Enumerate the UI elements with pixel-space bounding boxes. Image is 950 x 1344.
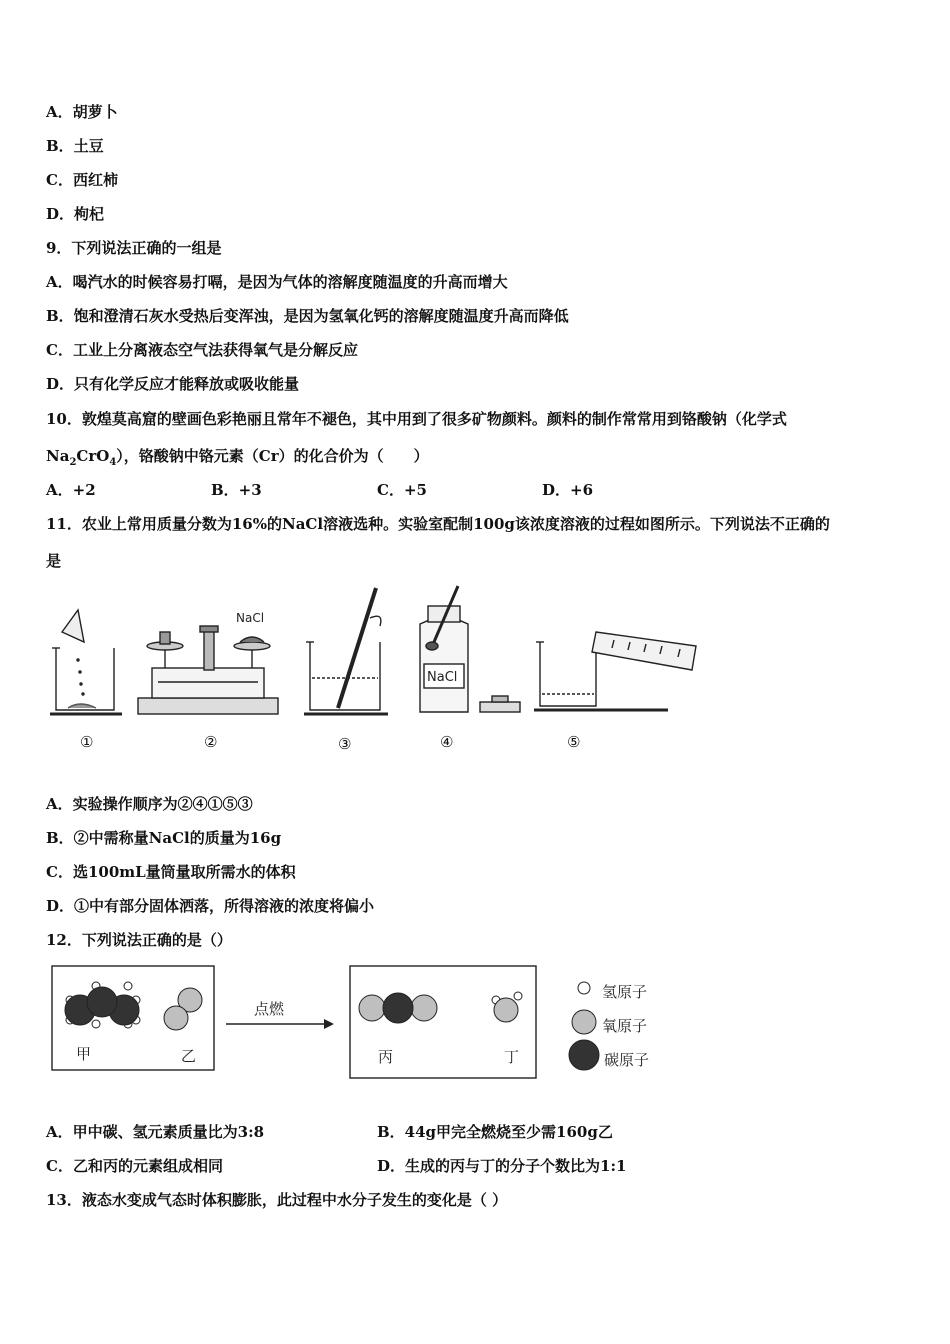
q10-stem-line1: 10．敦煌莫高窟的壁画色彩艳丽且常年不褪色，其中用到了很多矿物颜料。颜料的制作常常用到铬酸钠（化学式 xyxy=(46,410,787,428)
q10-stem-line2 xyxy=(46,446,429,473)
fig-label-2: ② xyxy=(204,733,218,751)
q13-stem: 13．液态水变成气态时体积膨胀，此过程中水分子发生的变化是（ ） xyxy=(46,1191,508,1209)
q8-option-b: B．土豆 xyxy=(46,137,104,155)
label-ignite: 点燃 xyxy=(254,1000,285,1018)
label-bing: 丙 xyxy=(378,1048,394,1066)
q8-option-d: D．枸杞 xyxy=(46,205,105,223)
q8-option-a: A．胡萝卜 xyxy=(46,103,118,121)
fig-label-1: ① xyxy=(80,733,94,751)
formula-na: Na xyxy=(46,447,70,465)
legend-oxygen-label: 氧原子 xyxy=(602,1017,648,1035)
q12-option-a: A．甲中碳、氢元素质量比为3:8 xyxy=(46,1123,265,1141)
formula-cro: CrO xyxy=(76,447,110,465)
q10-stem-tail: ），铬酸钠中铬元素（Cr）的化合价为（ ） xyxy=(116,447,429,465)
q10-option-c: C．+5 xyxy=(377,481,427,499)
balance-scale xyxy=(138,611,278,714)
q9-option-d: D．只有化学反应才能释放或吸收能量 xyxy=(46,375,300,393)
beaker-graduated-cylinder xyxy=(534,632,696,710)
nacl-reagent-jar xyxy=(420,586,520,712)
label-ding: 丁 xyxy=(504,1048,520,1066)
legend-hydrogen-label: 氢原子 xyxy=(602,983,648,1001)
q12-option-b: B．44g甲完全燃烧至少需160g乙 xyxy=(377,1123,613,1141)
label-yi: 乙 xyxy=(181,1047,197,1065)
fig-label-5: ⑤ xyxy=(567,733,581,751)
q10-option-d: D．+6 xyxy=(542,481,594,499)
q11-stem-line2: 是 xyxy=(46,552,62,570)
q11-option-a: A．实验操作顺序为②④①⑤③ xyxy=(46,795,253,813)
label-jia: 甲 xyxy=(76,1045,92,1063)
fig-label-4: ④ xyxy=(440,733,454,751)
q11-option-d: D．①中有部分固体洒落，所得溶液的浓度将偏小 xyxy=(46,897,375,915)
q11-stem-line1: 11．农业上常用质量分数为16%的NaCl溶液选种。实验室配制100g该浓度溶液的过程如图所示。下列说法不正确的 xyxy=(46,515,830,533)
legend-oxygen-swatch xyxy=(572,1010,596,1034)
q11-option-c: C．选100mL量筒量取所需水的体积 xyxy=(46,863,296,881)
molecule-bing xyxy=(359,993,437,1023)
beaker-stirring xyxy=(304,588,388,714)
molecule-yi xyxy=(164,988,202,1030)
fig-label-3: ③ xyxy=(338,735,352,753)
molecule-jia xyxy=(65,982,140,1028)
q12-option-d: D．生成的丙与丁的分子个数比为1:1 xyxy=(377,1157,627,1175)
q9-option-b: B．饱和澄清石灰水受热后变浑浊，是因为氢氧化钙的溶解度随温度升高而降低 xyxy=(46,307,569,325)
legend xyxy=(569,982,599,1070)
q12-stem: 12．下列说法正确的是（） xyxy=(46,931,232,949)
molecule-ding xyxy=(492,992,522,1022)
formula-sub-4: 4 xyxy=(109,457,117,468)
legend-carbon-swatch xyxy=(569,1040,599,1070)
legend-carbon-label: 碳原子 xyxy=(604,1051,650,1069)
q9-stem: 9．下列说法正确的一组是 xyxy=(46,239,222,257)
nacl-text-jar: NaCl xyxy=(427,670,458,685)
q10-option-a: A．+2 xyxy=(46,481,96,499)
formula-sub-2: 2 xyxy=(69,457,77,468)
q10-option-b: B．+3 xyxy=(211,481,262,499)
reaction-arrow xyxy=(226,1019,334,1029)
solution-prep-figure xyxy=(40,582,720,722)
q12-option-c: C．乙和丙的元素组成相同 xyxy=(46,1157,223,1175)
reaction-diagram xyxy=(48,962,668,1084)
legend-hydrogen-swatch xyxy=(578,982,590,994)
nacl-text-balance: NaCl xyxy=(236,611,265,625)
q11-option-b: B．②中需称量NaCl的质量为16g xyxy=(46,829,282,847)
beaker-pouring-solid xyxy=(50,610,122,714)
q9-option-c: C．工业上分离液态空气法获得氧气是分解反应 xyxy=(46,341,358,359)
q8-option-c: C．西红柿 xyxy=(46,171,118,189)
q9-option-a: A．喝汽水的时候容易打嗝，是因为气体的溶解度随温度的升高而增大 xyxy=(46,273,508,291)
